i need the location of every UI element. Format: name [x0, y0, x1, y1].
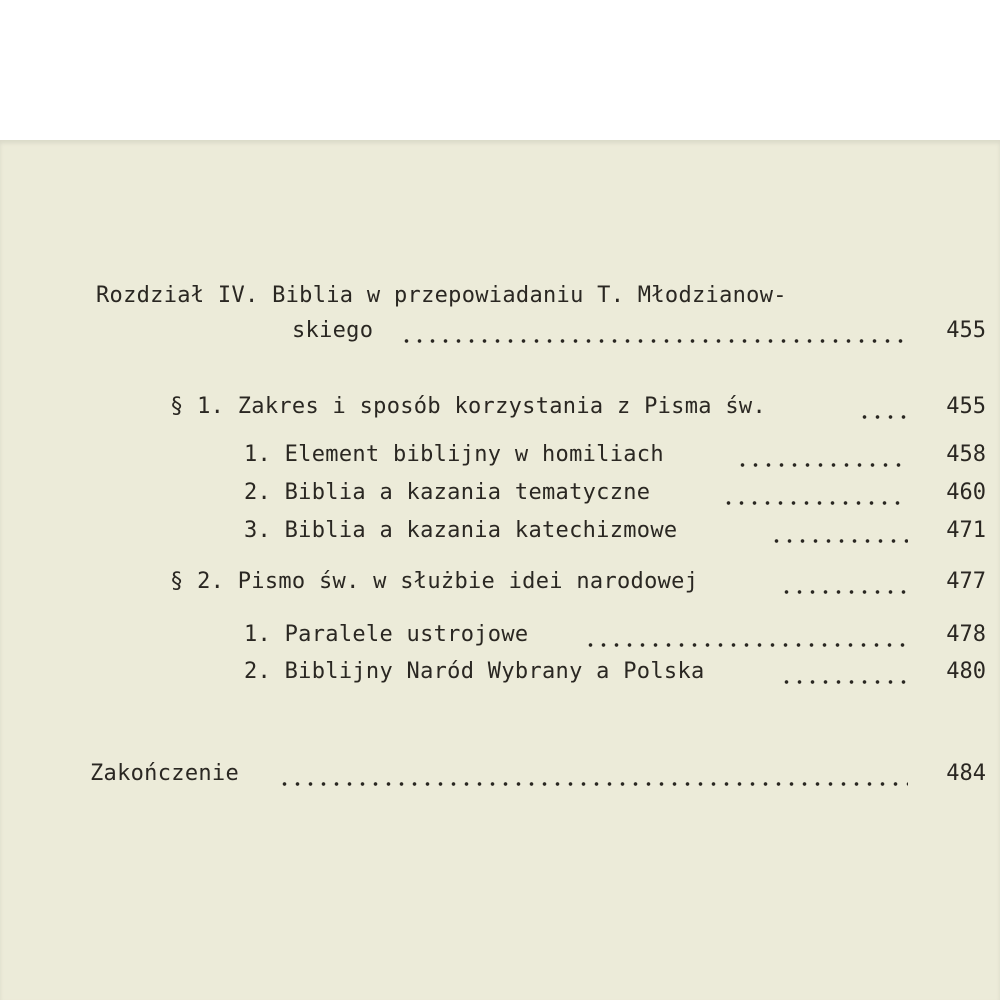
chapter-title-line1: Rozdział IV. Biblia w przepowiadaniu T. Młodzianow-	[96, 283, 787, 308]
section-1-item-1-page: 458	[946, 442, 986, 467]
section-2-item-1-title: 1. Paralele ustrojowe	[244, 622, 529, 647]
leader-dots	[722, 501, 908, 505]
leader-dots	[278, 782, 908, 786]
leader-dots	[400, 339, 905, 343]
section-1-item-1-title: 1. Element biblijny w homiliach	[244, 442, 664, 467]
document-page	[0, 140, 1000, 1000]
leader-dots	[584, 643, 908, 647]
leader-dots	[770, 539, 908, 543]
section-2-title: § 2. Pismo św. w służbie idei narodowej	[170, 569, 699, 594]
section-1-item-2-title: 2. Biblia a kazania tematyczne	[244, 480, 651, 505]
section-1-title: § 1. Zakres i sposób korzystania z Pisma św.	[170, 394, 766, 419]
section-1-page-number: 455	[946, 394, 986, 419]
section-2-item-2-page: 480	[946, 659, 986, 684]
section-2-page-number: 477	[946, 569, 986, 594]
leader-dots	[736, 463, 908, 467]
section-2-item-1-page: 478	[946, 622, 986, 647]
chapter-page-number: 455	[946, 318, 986, 343]
chapter-title-line2: skiego	[292, 318, 374, 343]
leader-dots	[780, 590, 908, 594]
conclusion-title: Zakończenie	[90, 761, 239, 786]
leader-dots	[858, 415, 908, 419]
section-1-item-2-page: 460	[946, 480, 986, 505]
section-1-item-3-title: 3. Biblia a kazania katechizmowe	[244, 518, 678, 543]
leader-dots	[780, 680, 908, 684]
section-2-item-2-title: 2. Biblijny Naród Wybrany a Polska	[244, 659, 705, 684]
conclusion-page-number: 484	[946, 761, 986, 786]
section-1-item-3-page: 471	[946, 518, 986, 543]
